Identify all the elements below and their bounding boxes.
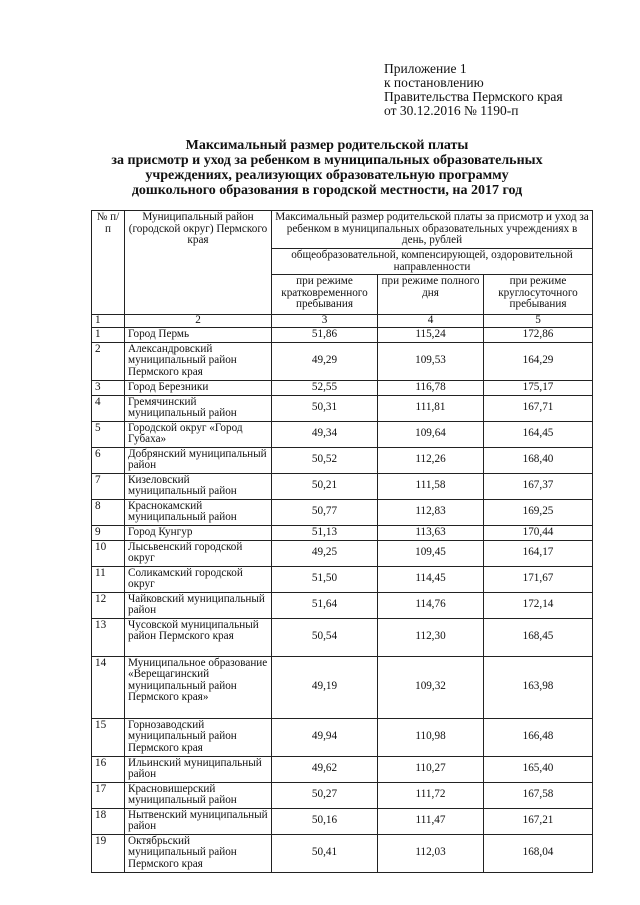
- title-line: за присмотр и уход за ребенком в муниципальных образовательных: [111, 153, 543, 168]
- fee-full-day: 112,03: [378, 834, 484, 872]
- table-row: [92, 756, 593, 782]
- district-name: Горнозаводский муниципальный район Пермского края: [125, 718, 272, 756]
- fee-round-the-clock: 169,25: [484, 499, 593, 525]
- fee-full-day: 110,27: [378, 756, 484, 782]
- table-row: [92, 473, 593, 499]
- fee-round-the-clock: 175,17: [484, 380, 593, 395]
- fee-short-stay: 50,54: [272, 618, 378, 656]
- appendix-note: [384, 62, 563, 118]
- fee-short-stay: 49,19: [272, 656, 378, 718]
- fee-full-day: 112,83: [378, 499, 484, 525]
- table-row: [92, 592, 593, 618]
- column-number: 2: [125, 315, 272, 328]
- column-number: 1: [92, 315, 125, 328]
- row-number: 4: [92, 395, 125, 421]
- row-number: 3: [92, 380, 125, 395]
- fee-short-stay: 49,25: [272, 540, 378, 566]
- fee-short-stay: 51,64: [272, 592, 378, 618]
- row-number: 14: [92, 656, 125, 718]
- table-row: [92, 718, 593, 756]
- table-row: [92, 618, 593, 656]
- fee-full-day: 113,63: [378, 525, 484, 540]
- district-name: Город Пермь: [125, 327, 272, 342]
- fee-short-stay: 49,29: [272, 342, 378, 380]
- fee-round-the-clock: 170,44: [484, 525, 593, 540]
- district-name: Добрянский муниципальный район: [125, 447, 272, 473]
- district-name: Муниципальное образование «Верещагинский муниципальный район Пермского края»: [125, 656, 272, 718]
- table-row: [92, 782, 593, 808]
- fee-round-the-clock: 167,21: [484, 808, 593, 834]
- header-orientation: общеобразовательной, компенсирующей, оздоровительной направленности: [272, 249, 593, 275]
- row-number: 15: [92, 718, 125, 756]
- header-mode-full: при режиме полного дня: [378, 275, 484, 315]
- fee-round-the-clock: 167,71: [484, 395, 593, 421]
- appendix-line: Правительства Пермского края: [384, 89, 563, 104]
- fee-round-the-clock: 167,37: [484, 473, 593, 499]
- fee-short-stay: 51,50: [272, 566, 378, 592]
- district-name: Городской округ «Город Губаха»: [125, 421, 272, 447]
- row-number: 12: [92, 592, 125, 618]
- table-row: [92, 421, 593, 447]
- district-name: Ильинский муниципальный район: [125, 756, 272, 782]
- fee-round-the-clock: 172,86: [484, 327, 593, 342]
- fee-full-day: 109,45: [378, 540, 484, 566]
- district-name: Соликамский городской округ: [125, 566, 272, 592]
- row-number: 18: [92, 808, 125, 834]
- fee-round-the-clock: 167,58: [484, 782, 593, 808]
- table-row: [92, 834, 593, 872]
- header-mode-short: при режиме кратковременного пребывания: [272, 275, 378, 315]
- fee-short-stay: 50,21: [272, 473, 378, 499]
- header-district: Муниципальный район (городской округ) Пермского края: [125, 211, 272, 315]
- fee-short-stay: 50,52: [272, 447, 378, 473]
- fee-short-stay: 51,13: [272, 525, 378, 540]
- column-number: 5: [484, 315, 593, 328]
- fee-round-the-clock: 163,98: [484, 656, 593, 718]
- fee-table: [91, 210, 593, 873]
- row-number: 6: [92, 447, 125, 473]
- fee-full-day: 109,64: [378, 421, 484, 447]
- fee-round-the-clock: 172,14: [484, 592, 593, 618]
- fee-round-the-clock: 164,45: [484, 421, 593, 447]
- header-mode-24h: при режиме круглосуточного пребывания: [484, 275, 593, 315]
- table-row: [92, 499, 593, 525]
- fee-short-stay: 49,62: [272, 756, 378, 782]
- district-name: Лысьвенский городской округ: [125, 540, 272, 566]
- row-number: 16: [92, 756, 125, 782]
- row-number: 9: [92, 525, 125, 540]
- district-name: Город Кунгур: [125, 525, 272, 540]
- title-line: Максимальный размер родительской платы: [185, 138, 469, 153]
- row-number: 17: [92, 782, 125, 808]
- fee-full-day: 111,72: [378, 782, 484, 808]
- fee-full-day: 112,26: [378, 447, 484, 473]
- row-number: 13: [92, 618, 125, 656]
- fee-round-the-clock: 164,29: [484, 342, 593, 380]
- fee-round-the-clock: 165,40: [484, 756, 593, 782]
- fee-full-day: 116,78: [378, 380, 484, 395]
- fee-short-stay: 50,41: [272, 834, 378, 872]
- fee-full-day: 109,32: [378, 656, 484, 718]
- table-row: [92, 327, 593, 342]
- district-name: Город Березники: [125, 380, 272, 395]
- fee-short-stay: 50,16: [272, 808, 378, 834]
- table-row: [92, 447, 593, 473]
- fee-full-day: 111,47: [378, 808, 484, 834]
- fee-round-the-clock: 171,67: [484, 566, 593, 592]
- table-row: [92, 566, 593, 592]
- district-name: Александровский муниципальный район Пермского края: [125, 342, 272, 380]
- row-number: 8: [92, 499, 125, 525]
- row-number: 10: [92, 540, 125, 566]
- fee-full-day: 114,76: [378, 592, 484, 618]
- fee-full-day: 114,45: [378, 566, 484, 592]
- header-num: № п/п: [92, 211, 125, 315]
- fee-full-day: 115,24: [378, 327, 484, 342]
- column-number-row: [92, 315, 593, 328]
- district-name: Красновишерский муниципальный район: [125, 782, 272, 808]
- fee-round-the-clock: 168,40: [484, 447, 593, 473]
- district-name: Краснокамский муниципальный район: [125, 499, 272, 525]
- row-number: 1: [92, 327, 125, 342]
- fee-full-day: 111,58: [378, 473, 484, 499]
- fee-full-day: 112,30: [378, 618, 484, 656]
- fee-full-day: 110,98: [378, 718, 484, 756]
- row-number: 7: [92, 473, 125, 499]
- fee-short-stay: 50,77: [272, 499, 378, 525]
- district-name: Октябрьский муниципальный район Пермского края: [125, 834, 272, 872]
- table-row: [92, 540, 593, 566]
- district-name: Гремячинский муниципальный район: [125, 395, 272, 421]
- fee-short-stay: 49,34: [272, 421, 378, 447]
- table-row: [92, 342, 593, 380]
- fee-round-the-clock: 166,48: [484, 718, 593, 756]
- row-number: 19: [92, 834, 125, 872]
- table-row: [92, 808, 593, 834]
- row-number: 2: [92, 342, 125, 380]
- appendix-line: к постановлению: [384, 75, 484, 90]
- fee-full-day: 109,53: [378, 342, 484, 380]
- fee-short-stay: 50,27: [272, 782, 378, 808]
- table-row: [92, 525, 593, 540]
- fee-short-stay: 49,94: [272, 718, 378, 756]
- fee-short-stay: 52,55: [272, 380, 378, 395]
- fee-round-the-clock: 168,04: [484, 834, 593, 872]
- appendix-line: Приложение 1: [384, 61, 467, 76]
- row-number: 11: [92, 566, 125, 592]
- district-name: Чайковский муниципальный район: [125, 592, 272, 618]
- district-name: Нытвенский муниципальный район: [125, 808, 272, 834]
- fee-full-day: 111,81: [378, 395, 484, 421]
- title-line: дошкольного образования в городской местности, на 2017 год: [131, 183, 523, 198]
- fee-short-stay: 51,86: [272, 327, 378, 342]
- header-max-fee: Максимальный размер родительской платы за присмотр и уход за ребенком в муниципальных образовательных учреждениях в день, рублей: [272, 211, 593, 249]
- table-row: [92, 380, 593, 395]
- table-row: [92, 395, 593, 421]
- column-number: 4: [378, 315, 484, 328]
- document-title: [92, 138, 562, 198]
- table-row: [92, 656, 593, 718]
- district-name: Чусовской муниципальный район Пермского края: [125, 618, 272, 656]
- title-line: учреждениях, реализующих образовательную программу: [145, 168, 509, 183]
- appendix-line: от 30.12.2016 № 1190-п: [384, 103, 519, 118]
- fee-round-the-clock: 168,45: [484, 618, 593, 656]
- district-name: Кизеловский муниципальный район: [125, 473, 272, 499]
- row-number: 5: [92, 421, 125, 447]
- column-number: 3: [272, 315, 378, 328]
- fee-short-stay: 50,31: [272, 395, 378, 421]
- fee-round-the-clock: 164,17: [484, 540, 593, 566]
